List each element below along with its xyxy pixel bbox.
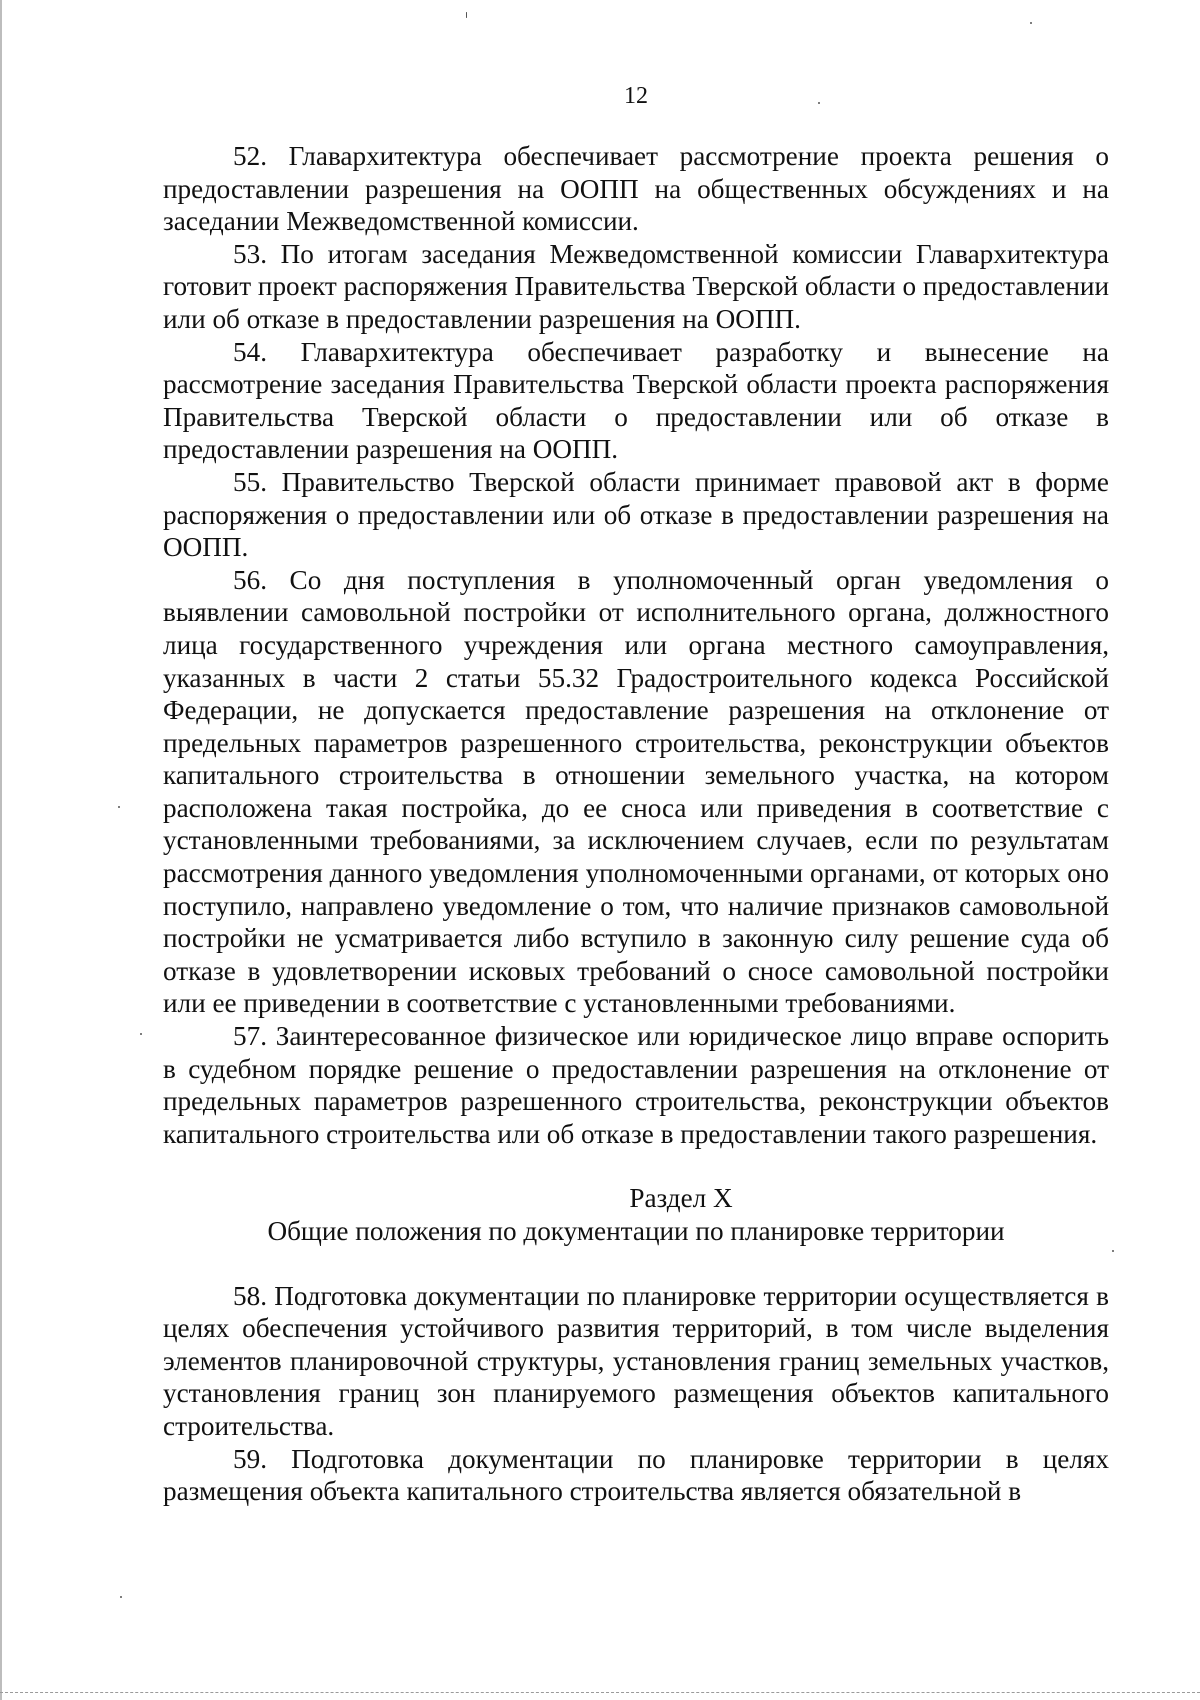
section-title: Общие положения по документации по планировке территории [267, 1216, 1005, 1246]
scan-speck [818, 102, 820, 104]
scan-speck [140, 1033, 142, 1035]
page-number: 12 [624, 83, 648, 109]
paragraph-56: 56. Со дня поступления в уполномоченный орган уведомления о выявлении самовольной постройки от исполнительного органа, должностного лица государственного учреждения или органа местного самоуправления, указанных в части 2 статьи 55.32 Градостроительного кодекса Российской Федерации, не допускается предоставление разрешения на отклонение от предельных параметров разрешенного строительства, реконструкции объектов капитального строительства в отношении земельного участка, на котором расположена такая постройка, до ее сноса или приведения в соответствие с установленными требованиями, за исключением случаев, если по результатам рассмотрения данного уведомления уполномоченными органами, от которых оно поступило, направлено уведомление о том, что наличие признаков самовольной постройки не усматривается либо вступило в законную силу решение суда об отказе в удовлетворении исковых требований о сносе самовольной постройки или ее приведении в соответствие с установленными требованиями. [163, 564, 1109, 1019]
body-text [163, 140, 1109, 1508]
section-number: Раздел X [629, 1183, 733, 1214]
paragraph-58: 58. Подготовка документации по планировке территории осуществляется в целях обеспечения устойчивого развития территорий, в том числе выделения элементов планировочной структуры, установления границ земельных участков, установления границ зон планируемого размещения объектов капитального строительства. [163, 1280, 1109, 1441]
scan-edge-left [0, 0, 2, 1700]
paragraph-57: 57. Заинтересованное физическое или юридическое лицо вправе оспорить в судебном порядке решение о предоставлении разрешения на отклонение от предельных параметров разрешенного строительства, реконструкции объектов капитального строительства или об отказе в предоставлении такого разрешения. [163, 1021, 1109, 1149]
paragraph-55: 55. Правительство Тверской области принимает правовой акт в форме распоряжения о предоставлении или об отказе в предоставлении разрешения на ООПП. [163, 466, 1109, 563]
paragraph-52: 52. Главархитектура обеспечивает рассмотрение проекта решения о предоставлении разрешения на ООПП на общественных обсуждениях и на заседании Межведомственной комиссии. [163, 141, 1109, 237]
paragraph-59: 59. Подготовка документации по планировке территории в целях размещения объекта капитального строительства является обязательной в [163, 1443, 1109, 1507]
scan-speck [1112, 1250, 1114, 1252]
scan-speck [1030, 22, 1032, 24]
scan-edge-bottom [0, 1692, 1200, 1694]
scan-speck [466, 12, 467, 18]
paragraph-54: 54. Главархитектура обеспечивает разработку и вынесение на рассмотрение заседания Правительства Тверской области проекта распоряжения Правительства Тверской области о предоставлении или об отказе в предоставлении разрешения на ООПП. [163, 336, 1109, 465]
scan-speck [118, 806, 120, 808]
scan-speck [120, 1596, 122, 1598]
paragraph-53: 53. По итогам заседания Межведомственной комиссии Главархитектура готовит проект распоряжения Правительства Тверской области о предоставлении или об отказе в предоставлении разрешения на ООПП. [163, 238, 1109, 334]
